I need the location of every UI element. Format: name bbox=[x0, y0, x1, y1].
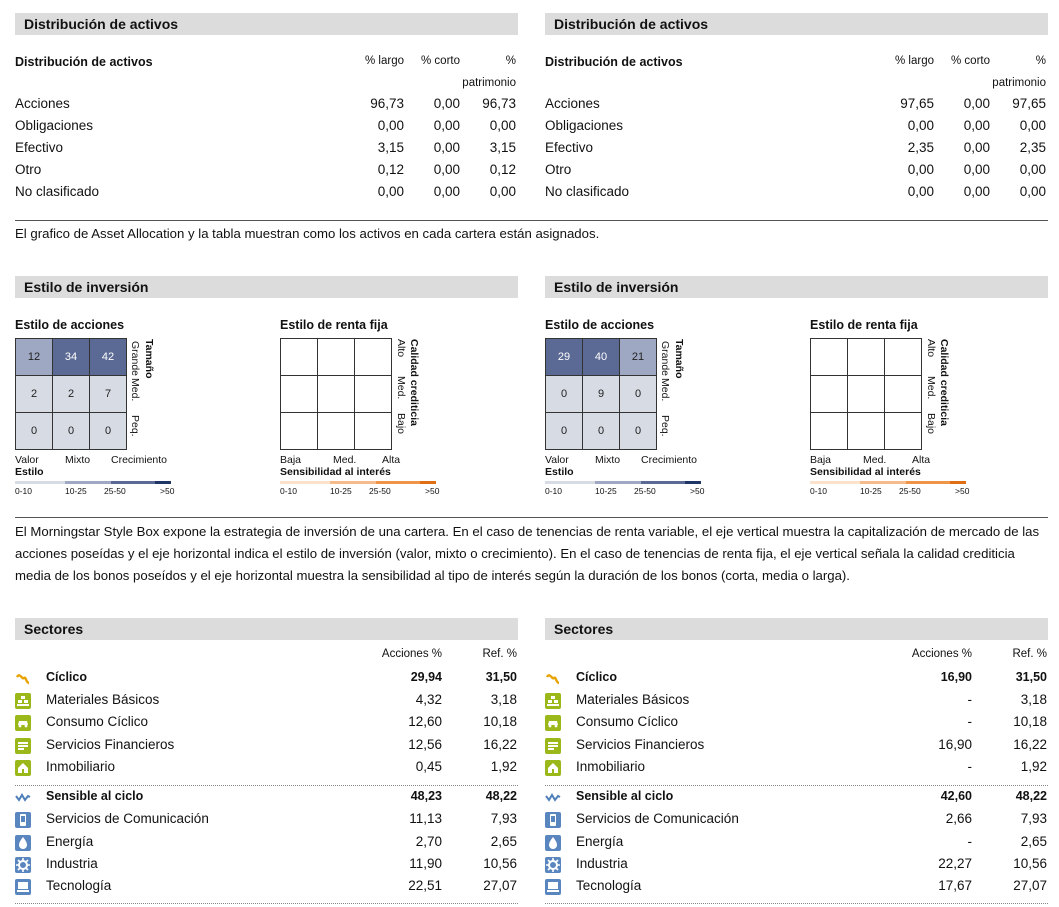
legend-label: >50 bbox=[160, 486, 175, 496]
value-corto: 0,00 bbox=[963, 162, 990, 177]
sector-label: Materiales Básicos bbox=[46, 692, 160, 707]
basic-materials-icon bbox=[545, 693, 561, 709]
sector-acciones: 4,32 bbox=[415, 692, 442, 707]
legend-label: 10-25 bbox=[595, 486, 617, 496]
col-pat: % bbox=[1035, 55, 1046, 67]
style-cell: 0 bbox=[583, 413, 620, 450]
row-label: Efectivo bbox=[15, 140, 64, 155]
col-ref: Ref. % bbox=[482, 648, 517, 660]
size-label: Med. bbox=[659, 378, 671, 402]
equity-style-box bbox=[545, 338, 657, 450]
legend-swatch bbox=[330, 481, 376, 484]
col-acciones: Acciones % bbox=[911, 648, 972, 660]
value-corto: 0,00 bbox=[433, 118, 460, 133]
row-label: Efectivo bbox=[545, 140, 594, 155]
style-cell bbox=[811, 413, 848, 450]
row-label: Otro bbox=[545, 162, 572, 177]
size-label: Peq. bbox=[129, 415, 141, 437]
sector-acciones: 22,27 bbox=[938, 855, 972, 871]
legend-swatch bbox=[810, 481, 860, 484]
row-label: Obligaciones bbox=[545, 118, 624, 133]
sector-ref: 1,92 bbox=[490, 758, 517, 774]
value-corto: 0,00 bbox=[433, 140, 460, 155]
fixed-style-title: Estilo de renta fija bbox=[280, 318, 388, 332]
sector-group-label: Cíclico bbox=[576, 670, 617, 684]
row-label: Otro bbox=[15, 162, 42, 177]
size-label: Peq. bbox=[659, 415, 671, 437]
credit-label: Bajo bbox=[395, 413, 407, 435]
credit-axis-title: Calidad crediticia bbox=[408, 339, 420, 426]
size-axis-title: Tamaño bbox=[143, 339, 155, 379]
col-corto: % corto bbox=[421, 55, 460, 67]
size-label: Med. bbox=[129, 378, 141, 402]
asset-allocation-note: El grafico de Asset Allocation y la tabla muestran como los activos en cada cartera están asignados. bbox=[15, 226, 600, 241]
sensitive-icon bbox=[545, 790, 561, 806]
sector-ref: 16,22 bbox=[483, 736, 517, 752]
legend-label: >50 bbox=[425, 486, 440, 496]
value-corto: 0,00 bbox=[433, 96, 460, 111]
legend-label: 25-50 bbox=[369, 486, 391, 496]
sector-ref: 31,50 bbox=[1015, 670, 1047, 684]
x-axis-title: Estilo bbox=[545, 466, 574, 478]
credit-label: Bajo bbox=[925, 413, 937, 435]
sector-acciones: 22,51 bbox=[408, 878, 442, 894]
legend-swatch bbox=[906, 481, 950, 484]
sector-acciones: 16,90 bbox=[940, 670, 972, 684]
legend-swatch bbox=[15, 481, 65, 484]
technology-icon bbox=[545, 879, 561, 895]
sector-acciones: 42,60 bbox=[940, 789, 972, 804]
sector-acciones: 17,67 bbox=[938, 878, 972, 894]
value-patrimonio: 97,65 bbox=[1012, 96, 1046, 111]
style-cell bbox=[811, 376, 848, 413]
col-ref: Ref. % bbox=[1012, 648, 1047, 660]
row-label: Acciones bbox=[545, 96, 600, 111]
value-patrimonio: 2,35 bbox=[1019, 140, 1046, 155]
style-cell bbox=[811, 339, 848, 376]
value-patrimonio: 0,12 bbox=[489, 162, 516, 177]
financial-services-icon bbox=[15, 738, 31, 754]
style-cell: 0 bbox=[16, 413, 53, 450]
credit-label: Med. bbox=[925, 376, 937, 400]
legend-swatch bbox=[65, 481, 111, 484]
legend-swatch bbox=[595, 481, 641, 484]
style-cell bbox=[281, 339, 318, 376]
legend-swatch bbox=[641, 481, 685, 484]
consumer-cyclical-icon bbox=[545, 715, 561, 731]
x-label: Alta bbox=[912, 454, 931, 466]
sector-acciones: 12,60 bbox=[408, 714, 442, 730]
sector-acciones: 0,45 bbox=[415, 758, 442, 774]
real-estate-icon bbox=[545, 760, 561, 776]
style-cell: 0 bbox=[90, 413, 127, 450]
energy-icon bbox=[15, 835, 31, 851]
divider bbox=[15, 517, 1048, 518]
divider bbox=[15, 903, 518, 904]
sector-label: Servicios de Comunicación bbox=[576, 811, 739, 827]
sector-acciones: 2,70 bbox=[415, 833, 442, 849]
style-cell: 2 bbox=[53, 376, 90, 413]
style-cell: 0 bbox=[546, 376, 583, 413]
value-patrimonio: 0,00 bbox=[489, 184, 516, 199]
sector-acciones: - bbox=[967, 758, 972, 774]
consumer-cyclical-icon bbox=[15, 715, 31, 731]
sensitive-icon bbox=[15, 790, 31, 806]
divider bbox=[15, 220, 1048, 221]
style-cell bbox=[318, 413, 355, 450]
legend-swatch bbox=[685, 481, 701, 484]
legend-label: 10-25 bbox=[860, 486, 882, 496]
col-largo: % largo bbox=[365, 55, 404, 67]
style-cell bbox=[885, 376, 922, 413]
style-cell bbox=[318, 376, 355, 413]
col-acciones: Acciones % bbox=[381, 648, 442, 660]
x-label: Valor bbox=[15, 454, 39, 466]
size-label: Grande bbox=[129, 341, 141, 377]
x-label: Crecimiento bbox=[111, 454, 168, 466]
credit-label: Alto bbox=[925, 339, 937, 358]
communication-icon bbox=[15, 812, 31, 828]
value-largo: 0,00 bbox=[907, 162, 934, 177]
legend-label: 10-25 bbox=[65, 486, 87, 496]
sector-group-label: Sensible al ciclo bbox=[576, 789, 674, 804]
style-cell: 9 bbox=[583, 376, 620, 413]
sector-ref: 2,65 bbox=[490, 833, 517, 849]
sector-label: Inmobiliario bbox=[46, 758, 116, 774]
sector-acciones: 48,23 bbox=[410, 789, 442, 804]
value-patrimonio: 0,00 bbox=[1019, 162, 1046, 177]
legend-label: 25-50 bbox=[899, 486, 921, 496]
style-box-note: El Morningstar Style Box expone la estrategia de inversión de una cartera. En el caso de tenencias de renta variable, el eje vertical muestra la capitalización de mercado de las acciones poseídas y el eje horizontal indica el estilo de inversión (valor, mixto o crecimiento). En el caso de tenencias de renta fija, el eje vertical señala la calidad crediticia media de los bonos poseídos y el eje horizontal muestra la sensibilidad al tipo de interés según la duración de los bonos (corta, media o larga). bbox=[15, 524, 1040, 583]
section-title: Estilo de inversión bbox=[15, 276, 518, 298]
col-largo: % largo bbox=[895, 55, 934, 67]
style-cell: 21 bbox=[620, 339, 657, 376]
sector-ref: 1,92 bbox=[1020, 758, 1047, 774]
credit-axis-title: Calidad crediticia bbox=[938, 339, 950, 426]
value-largo: 0,00 bbox=[377, 184, 404, 199]
row-label: No clasificado bbox=[15, 184, 100, 199]
sector-label: Inmobiliario bbox=[576, 758, 646, 774]
row-label: Acciones bbox=[15, 96, 70, 111]
value-largo: 2,35 bbox=[907, 140, 934, 155]
sector-label: Servicios Financieros bbox=[46, 736, 175, 752]
sector-ref: 27,07 bbox=[483, 878, 517, 894]
value-largo: 0,12 bbox=[377, 162, 404, 177]
section-title: Sectores bbox=[545, 618, 1048, 640]
style-cell: 0 bbox=[53, 413, 90, 450]
sector-ref: 16,22 bbox=[1013, 736, 1047, 752]
section-title: Distribución de activos bbox=[545, 13, 1048, 35]
style-cell bbox=[848, 376, 885, 413]
fixed-style-box bbox=[280, 338, 392, 450]
divider bbox=[545, 903, 1048, 904]
legend-label: 10-25 bbox=[330, 486, 352, 496]
value-largo: 96,73 bbox=[370, 96, 404, 111]
style-cell: 7 bbox=[90, 376, 127, 413]
sector-ref: 27,07 bbox=[1013, 878, 1047, 894]
style-cell bbox=[848, 413, 885, 450]
legend-swatch bbox=[155, 481, 171, 484]
style-cell bbox=[885, 413, 922, 450]
divider bbox=[15, 785, 518, 786]
basic-materials-icon bbox=[15, 693, 31, 709]
sector-label: Energía bbox=[46, 833, 94, 849]
real-estate-icon bbox=[15, 760, 31, 776]
equity-style-title: Estilo de acciones bbox=[15, 318, 125, 332]
value-corto: 0,00 bbox=[963, 140, 990, 155]
legend-label: 0-10 bbox=[280, 486, 298, 496]
style-cell: 12 bbox=[16, 339, 53, 376]
legend-label: 0-10 bbox=[15, 486, 33, 496]
value-patrimonio: 0,00 bbox=[1019, 118, 1046, 133]
row-label: Obligaciones bbox=[15, 118, 94, 133]
x-axis-title: Sensibilidad al interés bbox=[280, 466, 391, 478]
sector-ref: 10,18 bbox=[1013, 714, 1047, 730]
sector-ref: 3,18 bbox=[1020, 692, 1047, 707]
sector-label: Energía bbox=[576, 833, 624, 849]
section-title: Distribución de activos bbox=[15, 13, 518, 35]
legend-swatch bbox=[111, 481, 155, 484]
legend-label: >50 bbox=[690, 486, 705, 496]
legend-swatch bbox=[280, 481, 330, 484]
col-pat-sub: patrimonio bbox=[462, 77, 516, 89]
legend-label: 25-50 bbox=[104, 486, 126, 496]
sector-ref: 48,22 bbox=[1015, 789, 1047, 804]
size-axis-title: Tamaño bbox=[673, 339, 685, 379]
sector-label: Industria bbox=[576, 855, 628, 871]
value-corto: 0,00 bbox=[963, 184, 990, 199]
legend-swatch bbox=[420, 481, 436, 484]
value-largo: 97,65 bbox=[900, 96, 934, 111]
sector-label: Tecnología bbox=[576, 878, 642, 894]
divider bbox=[545, 785, 1048, 786]
energy-icon bbox=[545, 835, 561, 851]
value-largo: 0,00 bbox=[907, 184, 934, 199]
style-cell bbox=[355, 376, 392, 413]
sector-ref: 2,65 bbox=[1020, 833, 1047, 849]
x-label: Med. bbox=[333, 454, 357, 466]
sector-label: Consumo Cíclico bbox=[576, 714, 679, 730]
style-cell bbox=[355, 339, 392, 376]
style-cell bbox=[281, 376, 318, 413]
row-label: No clasificado bbox=[545, 184, 630, 199]
financial-services-icon bbox=[545, 738, 561, 754]
sector-acciones: 12,56 bbox=[408, 736, 442, 752]
x-axis-title: Estilo bbox=[15, 466, 44, 478]
sector-ref: 10,18 bbox=[483, 714, 517, 730]
cyclical-icon bbox=[15, 671, 31, 687]
sector-acciones: 16,90 bbox=[938, 736, 972, 752]
industrials-icon bbox=[545, 857, 561, 873]
x-label: Med. bbox=[863, 454, 887, 466]
sector-label: Tecnología bbox=[46, 878, 112, 894]
style-cell: 0 bbox=[620, 413, 657, 450]
value-patrimonio: 0,00 bbox=[489, 118, 516, 133]
fixed-style-box bbox=[810, 338, 922, 450]
section-title: Sectores bbox=[15, 618, 518, 640]
value-corto: 0,00 bbox=[963, 96, 990, 111]
legend-label: >50 bbox=[955, 486, 970, 496]
value-patrimonio: 96,73 bbox=[482, 96, 516, 111]
style-cell bbox=[281, 413, 318, 450]
sector-ref: 3,18 bbox=[490, 692, 517, 707]
sector-label: Materiales Básicos bbox=[576, 692, 690, 707]
style-cell: 0 bbox=[546, 413, 583, 450]
col-corto: % corto bbox=[951, 55, 990, 67]
credit-label: Alto bbox=[395, 339, 407, 358]
style-cell bbox=[318, 339, 355, 376]
cyclical-icon bbox=[545, 671, 561, 687]
sector-label: Consumo Cíclico bbox=[46, 714, 149, 730]
size-label: Grande bbox=[659, 341, 671, 377]
col-pat: % bbox=[505, 55, 516, 67]
sector-ref: 7,93 bbox=[1020, 811, 1047, 827]
sector-acciones: 29,94 bbox=[410, 670, 442, 684]
sector-label: Servicios de Comunicación bbox=[46, 811, 209, 827]
sector-label: Industria bbox=[46, 855, 98, 871]
sector-acciones: - bbox=[967, 692, 972, 707]
sector-ref: 48,22 bbox=[485, 789, 517, 804]
sector-group-label: Sensible al ciclo bbox=[46, 789, 144, 804]
technology-icon bbox=[15, 879, 31, 895]
sector-group-label: Cíclico bbox=[46, 670, 87, 684]
value-largo: 3,15 bbox=[377, 140, 404, 155]
table-header: Distribución de activos bbox=[545, 55, 683, 69]
legend-label: 0-10 bbox=[545, 486, 563, 496]
sector-ref: 10,56 bbox=[483, 855, 517, 871]
legend-swatch bbox=[376, 481, 420, 484]
value-largo: 0,00 bbox=[907, 118, 934, 133]
fixed-style-title: Estilo de renta fija bbox=[810, 318, 918, 332]
value-corto: 0,00 bbox=[963, 118, 990, 133]
credit-label: Med. bbox=[395, 376, 407, 400]
equity-style-box bbox=[15, 338, 127, 450]
style-cell: 42 bbox=[90, 339, 127, 376]
sector-label: Servicios Financieros bbox=[576, 736, 705, 752]
table-header: Distribución de activos bbox=[15, 55, 153, 69]
sector-ref: 31,50 bbox=[485, 670, 517, 684]
style-cell: 2 bbox=[16, 376, 53, 413]
sector-ref: 7,93 bbox=[490, 811, 517, 827]
legend-swatch bbox=[860, 481, 906, 484]
x-axis-title: Sensibilidad al interés bbox=[810, 466, 921, 478]
legend-swatch bbox=[950, 481, 966, 484]
x-label: Crecimiento bbox=[641, 454, 698, 466]
x-label: Mixto bbox=[65, 454, 91, 466]
x-label: Mixto bbox=[595, 454, 621, 466]
value-corto: 0,00 bbox=[433, 184, 460, 199]
style-cell: 34 bbox=[53, 339, 90, 376]
style-cell: 29 bbox=[546, 339, 583, 376]
legend-swatch bbox=[545, 481, 595, 484]
style-cell: 40 bbox=[583, 339, 620, 376]
style-cell bbox=[885, 339, 922, 376]
legend-label: 0-10 bbox=[810, 486, 828, 496]
communication-icon bbox=[545, 812, 561, 828]
style-cell bbox=[355, 413, 392, 450]
section-title: Estilo de inversión bbox=[545, 276, 1048, 298]
value-largo: 0,00 bbox=[377, 118, 404, 133]
sector-acciones: 11,13 bbox=[409, 811, 442, 827]
col-pat-sub: patrimonio bbox=[992, 77, 1046, 89]
value-patrimonio: 0,00 bbox=[1019, 184, 1046, 199]
x-label: Baja bbox=[280, 454, 302, 466]
x-label: Valor bbox=[545, 454, 569, 466]
sector-ref: 10,56 bbox=[1013, 855, 1047, 871]
style-cell: 0 bbox=[620, 376, 657, 413]
sector-acciones: 2,66 bbox=[945, 811, 972, 827]
legend-label: 25-50 bbox=[634, 486, 656, 496]
x-label: Baja bbox=[810, 454, 832, 466]
x-label: Alta bbox=[382, 454, 401, 466]
style-cell bbox=[848, 339, 885, 376]
industrials-icon bbox=[15, 857, 31, 873]
sector-acciones: 11,90 bbox=[409, 855, 442, 871]
value-corto: 0,00 bbox=[433, 162, 460, 177]
value-patrimonio: 3,15 bbox=[489, 140, 516, 155]
equity-style-title: Estilo de acciones bbox=[545, 318, 655, 332]
sector-acciones: - bbox=[967, 714, 972, 730]
sector-acciones: - bbox=[967, 833, 972, 849]
